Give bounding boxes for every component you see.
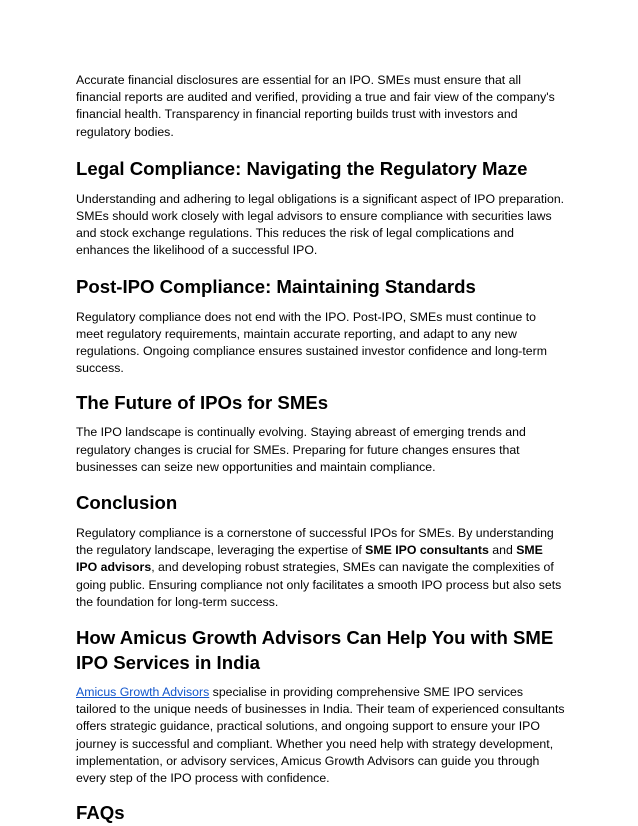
conclusion-paragraph: [76, 525, 566, 611]
post-ipo-heading: Post-IPO Compliance: Maintaining Standards: [76, 275, 476, 297]
conclusion-bold-consultants: SME IPO consultants: [365, 543, 489, 558]
conclusion-heading: Conclusion: [76, 492, 178, 514]
amicus-heading: How Amicus Growth Advisors Can Help You with SME IPO Services in India: [76, 627, 554, 674]
document-page: [76, 72, 566, 825]
future-paragraph: The IPO landscape is continually evolving. Staying abreast of emerging trends and regulatory changes is crucial for SMEs. Preparing for future changes ensures that businesses can seize new opportunities and maintain compliance.: [76, 425, 526, 474]
future-heading: The Future of IPOs for SMEs: [76, 392, 329, 414]
amicus-paragraph: [76, 684, 566, 787]
intro-paragraph: Accurate financial disclosures are essential for an IPO. SMEs must ensure that all financial reports are audited and verified, providing a true and fair view of the company's financial health. Transparency in financial reporting builds trust with investors and regulatory bodies.: [76, 73, 555, 139]
amicus-link[interactable]: Amicus Growth Advisors: [76, 685, 210, 700]
amicus-text: specialise in providing comprehensive SME IPO services tailored to the unique needs of businesses in India. Their team of experienced consultants offers strategic guidance, practical solutions, and ongoing support to ensure your IPO journey is successful and compliant. Whether you need help with strategy development, implementation, or advisory services, Amicus Growth Advisors can guide you through every step of the IPO process with confidence.: [76, 685, 565, 786]
conclusion-text-1: Regulatory compliance is a cornerstone of successful IPOs for SMEs. By understanding the regulatory landscape, leveraging the expertise of: [76, 526, 554, 558]
legal-compliance-heading: Legal Compliance: Navigating the Regulatory Maze: [76, 157, 528, 179]
post-ipo-paragraph: Regulatory compliance does not end with the IPO. Post-IPO, SMEs must continue to meet regulatory requirements, maintain accurate reporting, and adapt to any new regulations. Ongoing compliance ensures sustained investor confidence and long-term success.: [76, 309, 547, 376]
legal-compliance-paragraph: Understanding and adhering to legal obligations is a significant aspect of IPO preparation. SMEs should work closely with legal advisors to ensure compliance with securities laws and stock exchange regulations. This reduces the risk of legal complications and enhances the likelihood of a successful IPO.: [76, 191, 565, 258]
conclusion-text-2: and: [488, 543, 517, 558]
conclusion-text-3: , and developing robust strategies, SMEs can navigate the complexities of going public. Ensuring compliance not only facilitates a smooth IPO process but also sets the foundation for long-term success.: [76, 560, 562, 609]
faqs-heading: FAQs: [76, 802, 125, 824]
conclusion-bold-advisors: SME IPO advisors: [76, 543, 543, 575]
